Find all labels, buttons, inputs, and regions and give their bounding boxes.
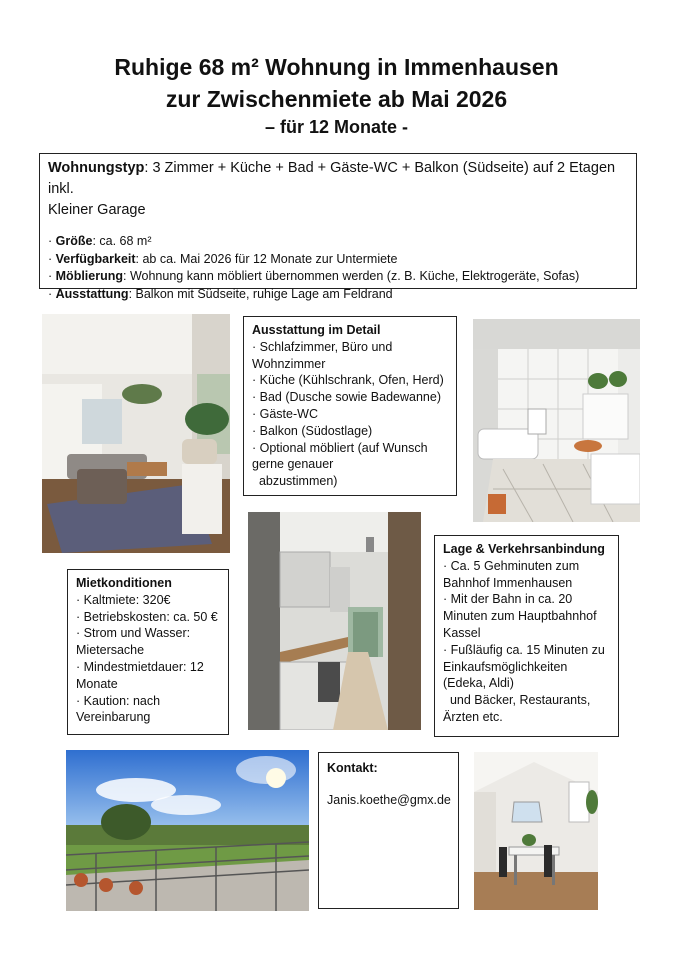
equipment-detail-box <box>243 316 457 496</box>
summary-label: Möblierung <box>55 269 123 283</box>
bullet: · <box>48 251 56 266</box>
equipment-line: · Gäste-WC <box>252 406 318 421</box>
summary-label: Ausstattung <box>55 286 129 301</box>
bullet: · <box>48 234 56 248</box>
apartment-type-text: : 3 Zimmer + Küche + Bad + Gäste-WC + Balkon (Südseite) auf 2 Etagen inkl. <box>48 160 616 197</box>
summary-item-equipment <box>48 286 628 304</box>
page-subtitle: zur Zwischenmiete ab Mai 2026 <box>165 86 508 112</box>
rental-terms-line: · Mindestmietdauer: 12 <box>76 659 204 674</box>
summary-item-size <box>48 233 628 251</box>
rental-terms-line: Vereinbarung <box>76 710 151 725</box>
location-box <box>434 535 619 737</box>
equipment-line: gerne genauer <box>252 457 334 472</box>
location-line: und Bäcker, Restaurants, <box>443 693 591 708</box>
apartment-type-text2: Kleiner Garage <box>48 202 146 218</box>
page-duration: – für 12 Monate - <box>264 117 409 137</box>
location-line: Einkaufsmöglichkeiten <box>443 659 568 674</box>
contact-box <box>318 752 459 909</box>
summary-item-furnishing <box>48 268 628 286</box>
contact-email[interactable]: Janis.koethe@gmx.de <box>327 792 451 807</box>
balcony-photo <box>66 750 309 911</box>
location-line: Bahnhof Immenhausen <box>443 575 573 590</box>
location-line: (Edeka, Aldi) <box>443 676 514 691</box>
summary-text: : Balkon mit Südseite, ruhige Lage am Feldrand <box>128 286 393 301</box>
equipment-line: · Schlafzimmer, Büro und <box>252 339 393 354</box>
location-line: · Fußläufig ca. 15 Minuten zu <box>443 642 605 657</box>
location-line: Minuten zum Hauptbahnhof <box>443 609 597 624</box>
summary-label: Verfügbarkeit <box>55 251 136 266</box>
location-line: · Mit der Bahn in ca. 20 <box>443 592 573 607</box>
rental-terms-line: Mietersache <box>76 643 145 658</box>
apartment-type <box>48 158 628 200</box>
rental-terms-line: · Strom und Wasser: <box>76 626 191 641</box>
equipment-line: · Bad (Dusche sowie Badewanne) <box>252 390 441 405</box>
location-heading: Lage & Verkehrsanbindung <box>443 542 605 556</box>
apartment-type-label: Wohnungstyp <box>48 160 145 176</box>
equipment-line: Wohnzimmer <box>252 356 326 371</box>
rental-terms-line: · Kaution: nach <box>76 693 161 708</box>
kitchen-photo <box>248 512 421 730</box>
rental-terms-line: Monate <box>76 676 118 691</box>
summary-box <box>39 153 637 301</box>
rental-terms-line: · Betriebskosten: ca. 50 € <box>76 609 218 624</box>
equipment-line: · Balkon (Südostlage) <box>252 423 373 438</box>
location-line: Ärzten etc. <box>443 709 503 724</box>
rental-terms-box <box>67 569 229 735</box>
page-title: Ruhige 68 m² Wohnung in Immenhausen <box>114 54 559 80</box>
bullet: · <box>48 286 56 301</box>
summary-text: : Wohnung kann möbliert übernommen werden (z. B. Küche, Elektrogeräte, Sofas) <box>123 269 580 283</box>
equipment-line: · Küche (Kühlschrank, Ofen, Herd) <box>252 373 444 388</box>
summary-item-availability <box>48 251 628 269</box>
rental-terms-heading: Mietkonditionen <box>76 576 172 590</box>
living-room-photo <box>42 314 230 553</box>
summary-list <box>48 233 628 303</box>
equipment-detail-heading: Ausstattung im Detail <box>252 323 381 337</box>
location-line: Kassel <box>443 625 481 640</box>
rental-terms-line: · Kaltmiete: 320€ <box>76 592 171 607</box>
contact-heading: Kontakt: <box>327 761 378 775</box>
bullet: · <box>48 269 56 283</box>
bathroom-photo <box>473 319 640 522</box>
equipment-line: abzustimmen) <box>252 474 338 489</box>
dining-room-photo <box>474 752 598 910</box>
summary-text: : ab ca. Mai 2026 für 12 Monate zur Untermiete <box>135 251 398 266</box>
equipment-line: · Optional möbliert (auf Wunsch <box>252 440 428 455</box>
summary-label: Größe <box>55 234 93 248</box>
location-line: · Ca. 5 Gehminuten zum <box>443 558 580 573</box>
summary-text: : ca. 68 m² <box>92 234 152 248</box>
